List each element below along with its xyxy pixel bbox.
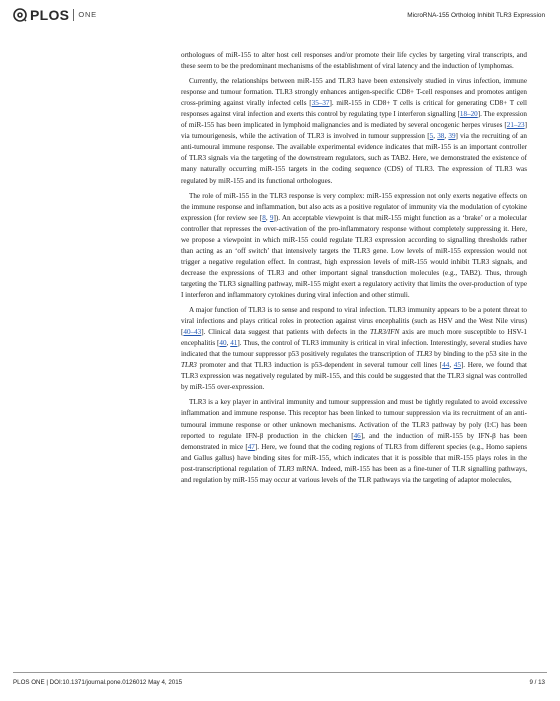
journal-logo — [13, 8, 97, 22]
citation-link[interactable]: 44 — [442, 361, 450, 370]
footer-divider — [13, 672, 547, 673]
citation-link[interactable]: 41 — [230, 339, 238, 348]
citation-link[interactable]: 35–37 — [311, 99, 330, 108]
citation-link[interactable]: 40–43 — [183, 328, 202, 337]
citation-link[interactable]: 9 — [269, 213, 274, 222]
citation-link[interactable]: 21–23 — [506, 121, 525, 130]
citation-link[interactable]: 38 — [437, 132, 445, 141]
citation-link[interactable]: 5 — [429, 132, 434, 141]
plos-logo-icon — [13, 8, 27, 22]
citation-link[interactable]: 18–20 — [459, 110, 478, 119]
italic-gene-name: TLR3/IFN — [370, 328, 400, 337]
paragraph: orthologues of miR-155 to alter host cell responses and/or promote their life cycles by targeting viral transcripts, and these seem to be the predominant mechanisms of the establishment of viral latency and the induction of lymphomas. — [181, 51, 527, 71]
citation-link[interactable]: 46 — [353, 431, 361, 440]
citation-link[interactable]: 40 — [219, 339, 227, 348]
footer-citation: PLOS ONE | DOI:10.1371/journal.pone.0126012 May 4, 2015 — [13, 679, 183, 686]
paragraph: The role of miR-155 in the TLR3 response is very complex: miR-155 expression not only exerts negative effects on the immune response and inflammation, but also acts as a positive regulator of immunity via the modulation of cytokine expression (for review see [8, 9]). An acceptable viewpoint is that miR-155 might function as a ‘brake’ or a molecular controller that represses the over-activation of the pro-inflammatory response without completely suppressing it. Here, we propose a viewpoint in which miR-155 could regulate TLR3 expression according to signalling thresholds rather than acting as an ‘off switch’ that intensively targets the TLR3 gene. Low levels of miR-155 expression would not trigger a negative regulation effect. In contrast, high expression levels of miR-155 would inhibit TLR3 signals, and decrease the expressions of TLR3 and other important signal transduction molecules (e.g., TAB2). Thus, through targeting the TLR3 signalling pathway, miR-155 might exert a regulatory activity that limits the over-production of type I interferon and inflammatory cytokines during viral infection and other stimuli. — [181, 191, 527, 299]
paragraph: A major function of TLR3 is to sense and respond to viral infection. TLR3 immunity appears to be a potent threat to viral infections and plays critical roles in protection against virus encephalitis (such as HSV and the West Nile virus) [40–43]. Clinical data suggest that patients with defects in the TLR3/IFN axis are much more susceptible to HSV-1 encephalitis [40, 41]. Thus, the control of TLR3 immunity is critical in viral infection. Interestingly, several studies have indicated that the tumour suppressor p53 positively regulates the transcription of TLR3 by binding to the p53 site in the TLR3 promoter and that TLR3 induction is p53-dependent in several tumour cell lines [44, 45]. Here, we found that TLR3 expression was negatively regulated by miR-155, and this could be suggested that the TLR3 signal was controlled by miR-155 over-expression. — [181, 306, 527, 392]
paragraph: Currently, the relationships between miR-155 and TLR3 have been extensively studied in virus infection, immune response and tumour formation. TLR3 strongly enhances antigen-specific CD8+ T-cell responses and promotes antigen cross-priming against virally infected cells [35–37]. miR-155 in CD8+ T cells is critical for generating CD8+ T cell responses against viral infection and exerts this control by regulating type I interferon signalling [18–20]. The expression of miR-155 has been implicated in lymphoid malignancies and is mediated by several oncogenic herpes viruses [21–23] via tumourigenesis, while the activation of TLR3 is involved in tumour suppression [5, 38, 39] via the recruiting of an anti-tumoural immune response. The available experimental evidence indicates that miR-155 is an important controller of TLR3 signals via the targeting of the downstream regulators, such as TAB2. Here, we demonstrated the existence of many naturally occurring miR-155 targets in the coding sequence (CDS) of TLR3. The expression of TLR3 was regulated by miR-155 and its functional orthologues. — [181, 77, 527, 185]
running-title: MicroRNA-155 Ortholog Inhibit TLR3 Expression — [407, 12, 545, 19]
citation-link[interactable]: 45 — [453, 361, 461, 370]
logo-divider — [73, 9, 74, 21]
citation-link[interactable]: 39 — [448, 132, 456, 141]
journal-brand: PLOS — [30, 7, 70, 23]
italic-gene-name: TLR3 — [181, 361, 197, 370]
page-number: 9 / 13 — [529, 679, 545, 686]
citation-link[interactable]: 8 — [262, 213, 266, 222]
journal-brand-sub: ONE — [78, 10, 97, 19]
page-header — [0, 0, 560, 32]
italic-gene-name: TLR3 — [416, 350, 433, 359]
citation-link[interactable]: 47 — [247, 442, 255, 451]
article-body — [181, 50, 527, 486]
paragraph: TLR3 is a key player in antiviral immunity and tumour suppression and must be tightly regulated to avoid excessive inflammation and immune response. This receptor has been linked to tumour suppression via its recruitment of an anti-tumoural immune response or other unknown mechanisms. Activation of the TLR3 pathway by poly (I:C) has been reported to regulate IFN-β production in the chicken [46], and the induction of miR-155 by IFN-β has been demonstrated in mice [47]. Here, we found that the coding regions of TLR3 from different species (e.g., Homo sapiens and Gallus gallus) have binding sites for miR-155, which indicates that it is possible that miR-155 plays roles in the post-transcriptional regulation of TLR3 mRNA. Indeed, miR-155 has been as a fine-tuner of TLR signalling pathways, and regulation by miR-155 may occur at various levels of the TLR pathways via the targeting of adaptor molecules, — [181, 398, 527, 484]
italic-gene-name: TLR3 — [278, 464, 295, 473]
